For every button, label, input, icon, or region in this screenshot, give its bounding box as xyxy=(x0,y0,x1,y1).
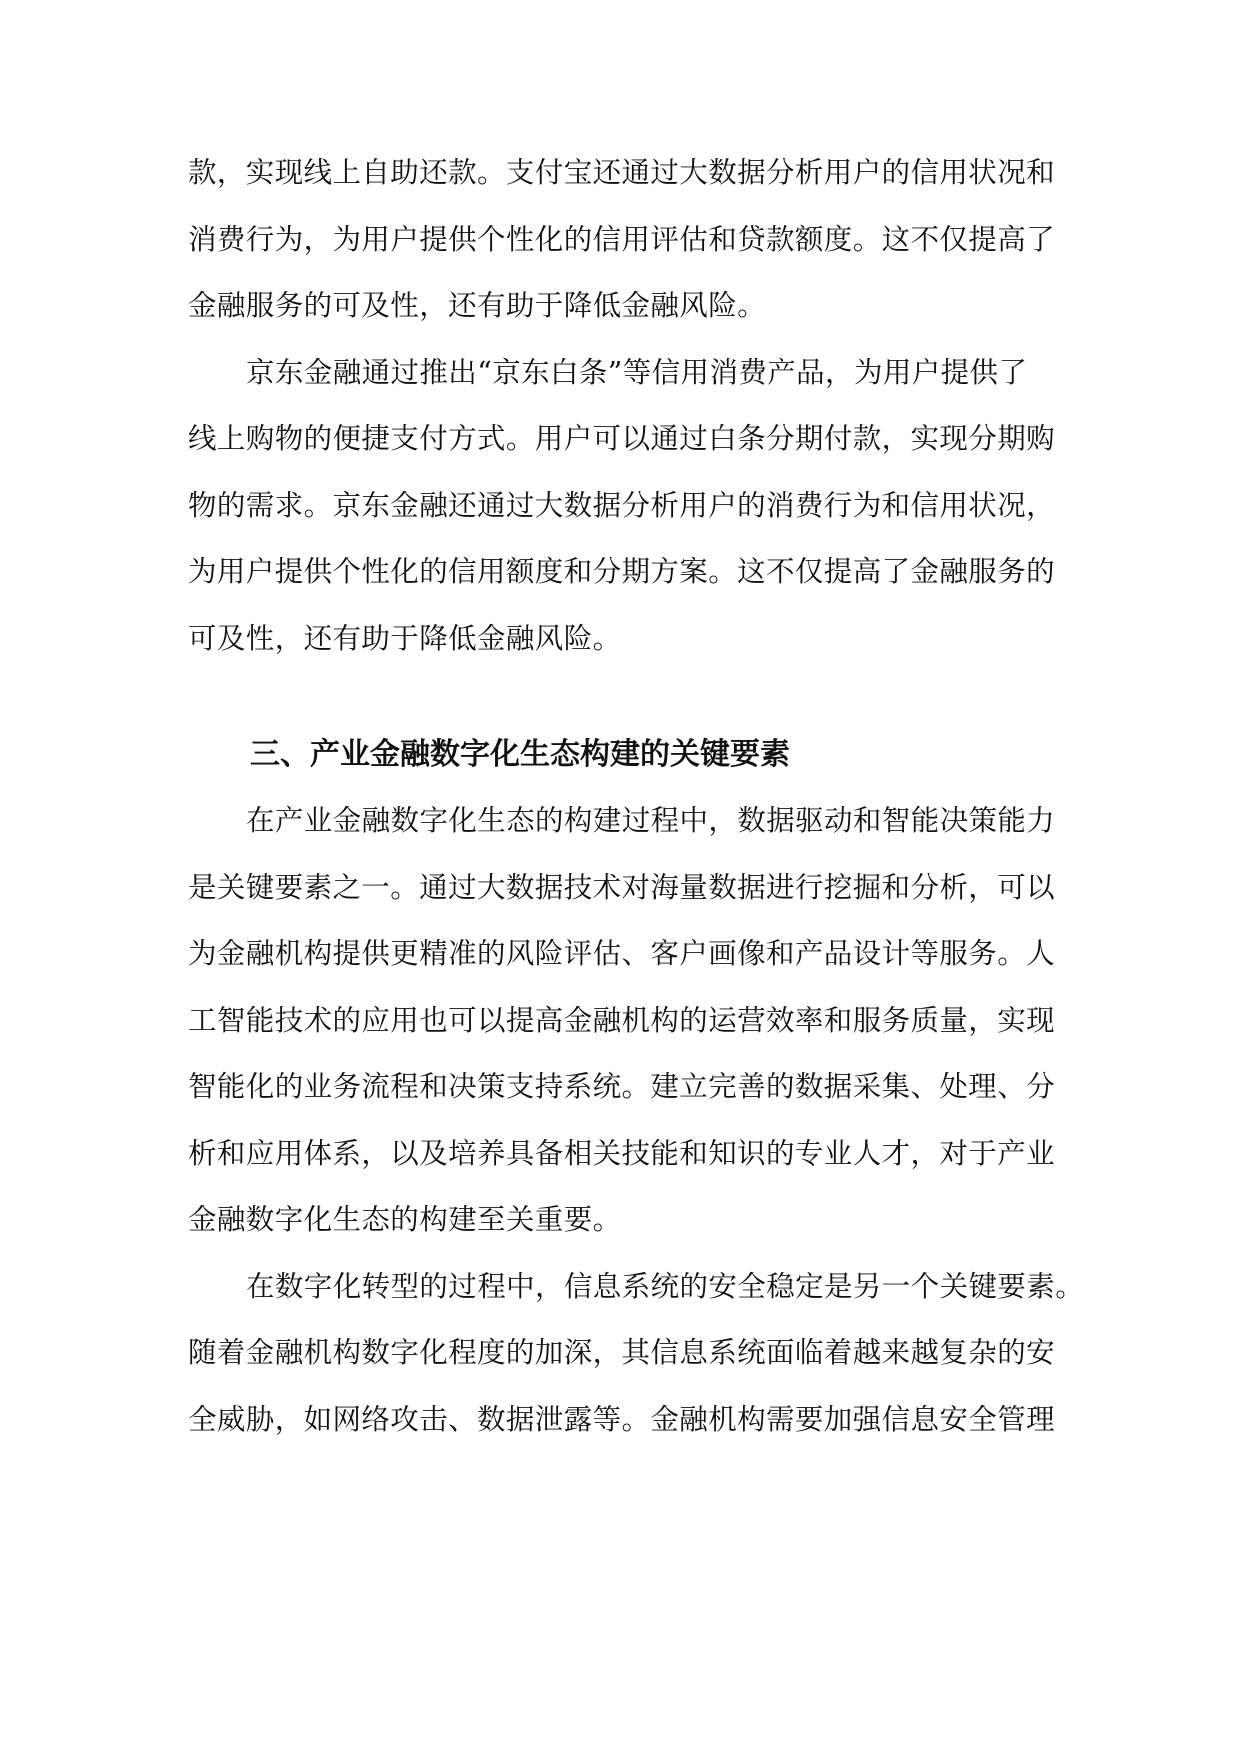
page-body xyxy=(188,140,1085,1453)
paragraph-line: 款，实现线上自助还款。支付宝还通过大数据分析用户的信用状况和 xyxy=(188,156,1056,189)
paragraph-3 xyxy=(188,788,1054,1254)
section-heading: 三、产业金融数字化生态构建的关键要素 xyxy=(250,737,790,772)
paragraph-line: 京东金融通过推出“京东白条”等信用消费产品，为用户提供了 xyxy=(246,355,1028,389)
paragraph-line: 随着金融机构数字化程度的加深，其信息系统面临着越来越复杂的安 xyxy=(188,1336,1056,1369)
paragraph-line: 线上购物的便捷支付方式。用户可以通过白条分期付款，实现分期购 xyxy=(188,422,1056,455)
paragraph-line: 在数字化转型的过程中，信息系统的安全稳定是另一个关键要素。 xyxy=(246,1269,1085,1303)
paragraph-line: 物的需求。京东金融还通过大数据分析用户的消费行为和信用状况， xyxy=(188,488,1056,522)
paragraph-line: 为用户提供个性化的信用额度和分期方案。这不仅提高了金融服务的 xyxy=(188,555,1056,588)
paragraph-line: 析和应用体系，以及培养具备相关技能和知识的专业人才，对于产业 xyxy=(188,1136,1056,1170)
paragraph-1 xyxy=(188,140,1054,340)
paragraph-line: 消费行为，为用户提供个性化的信用评估和贷款额度。这不仅提高了 xyxy=(188,222,1056,256)
paragraph-2 xyxy=(188,340,1054,673)
paragraph-line: 为金融机构提供更精准的风险评估、客户画像和产品设计等服务。人 xyxy=(188,937,1056,970)
paragraph-line: 全威胁，如网络攻击、数据泄露等。金融机构需要加强信息安全管理 xyxy=(188,1402,1056,1436)
paragraph-line: 金融数字化生态的构建至关重要。 xyxy=(188,1203,622,1236)
paragraph-line: 智能化的业务流程和决策支持系统。建立完善的数据采集、处理、分 xyxy=(188,1070,1056,1103)
paragraph-line: 可及性，还有助于降低金融风险。 xyxy=(188,621,622,655)
paragraph-line: 是关键要素之一。通过大数据技术对海量数据进行挖掘和分析，可以 xyxy=(188,870,1056,904)
paragraph-4 xyxy=(188,1254,1085,1454)
paragraph-line: 金融服务的可及性，还有助于降低金融风险。 xyxy=(188,289,767,322)
paragraph-line: 在产业金融数字化生态的构建过程中，数据驱动和智能决策能力 xyxy=(246,804,1056,837)
paragraph-line: 工智能技术的应用也可以提高金融机构的运营效率和服务质量，实现 xyxy=(188,1003,1056,1037)
